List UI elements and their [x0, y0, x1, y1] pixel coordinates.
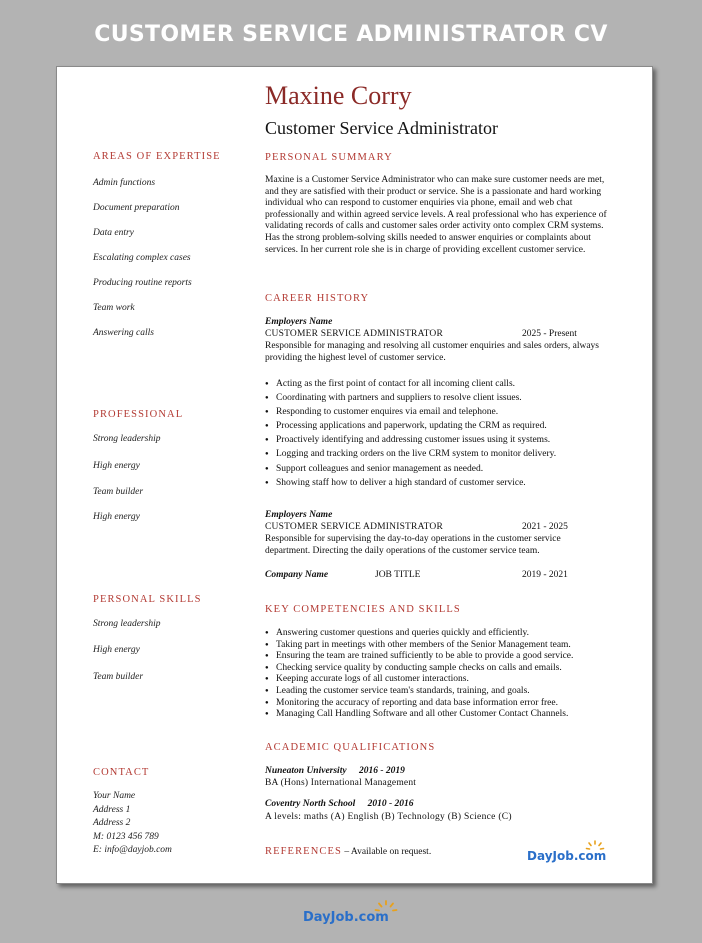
list-item: ● Coordinating with partners and suppliers to resolve client issues.	[265, 391, 615, 405]
job1-employer: Employers Name	[265, 317, 333, 327]
expertise-item: Answering calls	[93, 328, 154, 338]
list-item: ● Taking part in meetings with other members of the Senior Management team.	[265, 640, 615, 652]
skills-heading: PERSONAL SKILLS	[93, 594, 202, 605]
professional-item: High energy	[93, 512, 140, 522]
list-item: ● Support colleagues and senior management as needed.	[265, 462, 615, 476]
skills-item: High energy	[93, 645, 140, 655]
references-heading: REFERENCES	[265, 846, 342, 857]
job2-title: CUSTOMER SERVICE ADMINISTRATOR	[265, 522, 444, 532]
uni1-name: Nuneaton University	[265, 766, 347, 776]
contact-address-2: Address 2	[93, 818, 131, 828]
expertise-heading: AREAS OF EXPERTISE	[93, 151, 221, 162]
job1-description: Responsible for managing and resolving all customer enquiries and sales orders, always providing the highest level of customer service.	[265, 341, 599, 363]
list-item: ● Acting as the first point of contact for all incoming client calls.	[265, 377, 615, 391]
job1-dates: 2025 - Present	[522, 329, 577, 339]
references-row	[265, 846, 431, 857]
summary-heading: PERSONAL SUMMARY	[265, 152, 393, 163]
list-item: ● Responding to customer enquires via email and telephone.	[265, 405, 615, 419]
list-item: ● Ensuring the team are trained sufficiently to be able to provide a good service.	[265, 651, 615, 663]
references-text: – Available on request.	[344, 847, 432, 857]
competencies-list	[265, 628, 615, 721]
list-item: ● Logging and tracking orders on the live CRM system to monitor delivery.	[265, 447, 615, 461]
uni1-dates: 2016 - 2019	[358, 766, 405, 776]
uni1-degree: BA (Hons) International Management	[265, 778, 417, 788]
contact-address-1: Address 1	[93, 804, 131, 815]
job2-employer: Employers Name	[265, 510, 333, 520]
logo-day: Day	[303, 910, 331, 925]
job1-bullets	[265, 377, 615, 490]
list-item: ● Monitoring the accuracy of reporting and data base information error free.	[265, 698, 615, 710]
logo-day: Day	[527, 849, 553, 863]
job3-company: Company Name	[265, 570, 329, 580]
logo-job: Job	[330, 910, 354, 925]
list-item: ● Showing staff how to deliver a high standard of customer service.	[265, 476, 615, 490]
uni1-row	[265, 766, 405, 776]
job2-dates: 2021 - 2025	[522, 522, 568, 532]
professional-heading: PROFESSIONAL	[93, 409, 184, 420]
logo-job: Job	[552, 849, 574, 863]
contact-heading: CONTACT	[93, 767, 150, 778]
contact-name: Your Name	[93, 791, 136, 801]
list-item: ● Processing applications and paperwork, updating the CRM as required.	[265, 419, 615, 433]
expertise-item: Team work	[93, 303, 135, 313]
expertise-item: Admin functions	[93, 178, 156, 188]
sun-icon	[585, 839, 605, 855]
expertise-item: Producing routine reports	[93, 278, 192, 288]
summary-text: Maxine is a Customer Service Administrator who can make sure customer needs are met, and they are satisfied with their product or service. She is a passionate and hard working individual who can respond to customer enquiries via phone, email and web chat professionally and within agreed service levels. A real professional who has experience of validating records of calls and customer sales order activity onto complex CRM systems. Has the strong problem-solving skills needed to answer enquiries or complaints about services. In her current role she is in charge of providing excellent customer service.	[265, 175, 607, 255]
expertise-item: Document preparation	[93, 203, 180, 213]
competencies-heading: KEY COMPETENCIES AND SKILLS	[265, 604, 461, 615]
skills-item: Team builder	[93, 672, 144, 682]
candidate-role: Customer Service Administrator	[265, 118, 498, 138]
career-heading: CAREER HISTORY	[265, 293, 370, 304]
list-item: ● Answering customer questions and queries quickly and efficiently.	[265, 628, 615, 640]
job3-row	[265, 570, 328, 580]
uni2-dates: 2010 - 2016	[367, 799, 414, 809]
uni2-row	[265, 799, 414, 809]
professional-item: Team builder	[93, 487, 144, 497]
job1-title: CUSTOMER SERVICE ADMINISTRATOR	[265, 329, 444, 339]
uni2-degree: A levels: maths (A) English (B) Technology (B) Science (C)	[265, 812, 512, 822]
list-item: ● Checking service quality by conducting sample checks on calls and emails.	[265, 663, 615, 675]
contact-block	[93, 790, 172, 858]
uni2-name: Coventry North School	[265, 799, 356, 809]
professional-item: High energy	[93, 461, 140, 471]
expertise-item: Data entry	[93, 228, 134, 238]
candidate-name: Maxine Corry	[265, 81, 412, 110]
page-banner: CUSTOMER SERVICE ADMINISTRATOR CV	[94, 22, 608, 47]
academic-heading: ACADEMIC QUALIFICATIONS	[265, 742, 436, 753]
job3-dates: 2019 - 2021	[522, 570, 568, 580]
list-item: ● Managing Call Handling Software and all other Customer Contact Channels.	[265, 709, 615, 721]
list-item: ● Keeping accurate logs of all customer interactions.	[265, 674, 615, 686]
sun-icon	[374, 899, 398, 917]
job3-title: JOB TITLE	[375, 570, 421, 580]
logo-com: .com	[573, 849, 607, 863]
cv-document	[56, 66, 653, 884]
professional-item: Strong leadership	[93, 434, 161, 444]
skills-item: Strong leadership	[93, 619, 161, 629]
job2-description: Responsible for supervising the day-to-day operations in the customer service department. Directing the daily operations of the customer service team.	[265, 534, 561, 556]
list-item: ● Proactively identifying and addressing customer issues using it systems.	[265, 433, 615, 447]
contact-phone: M: 0123 456 789	[93, 831, 159, 842]
contact-email: E: info@dayjob.com	[93, 845, 172, 855]
list-item: ● Leading the customer service team's standards, training, and goals.	[265, 686, 615, 698]
expertise-item: Escalating complex cases	[93, 253, 191, 263]
logo-com: .com	[353, 910, 389, 925]
